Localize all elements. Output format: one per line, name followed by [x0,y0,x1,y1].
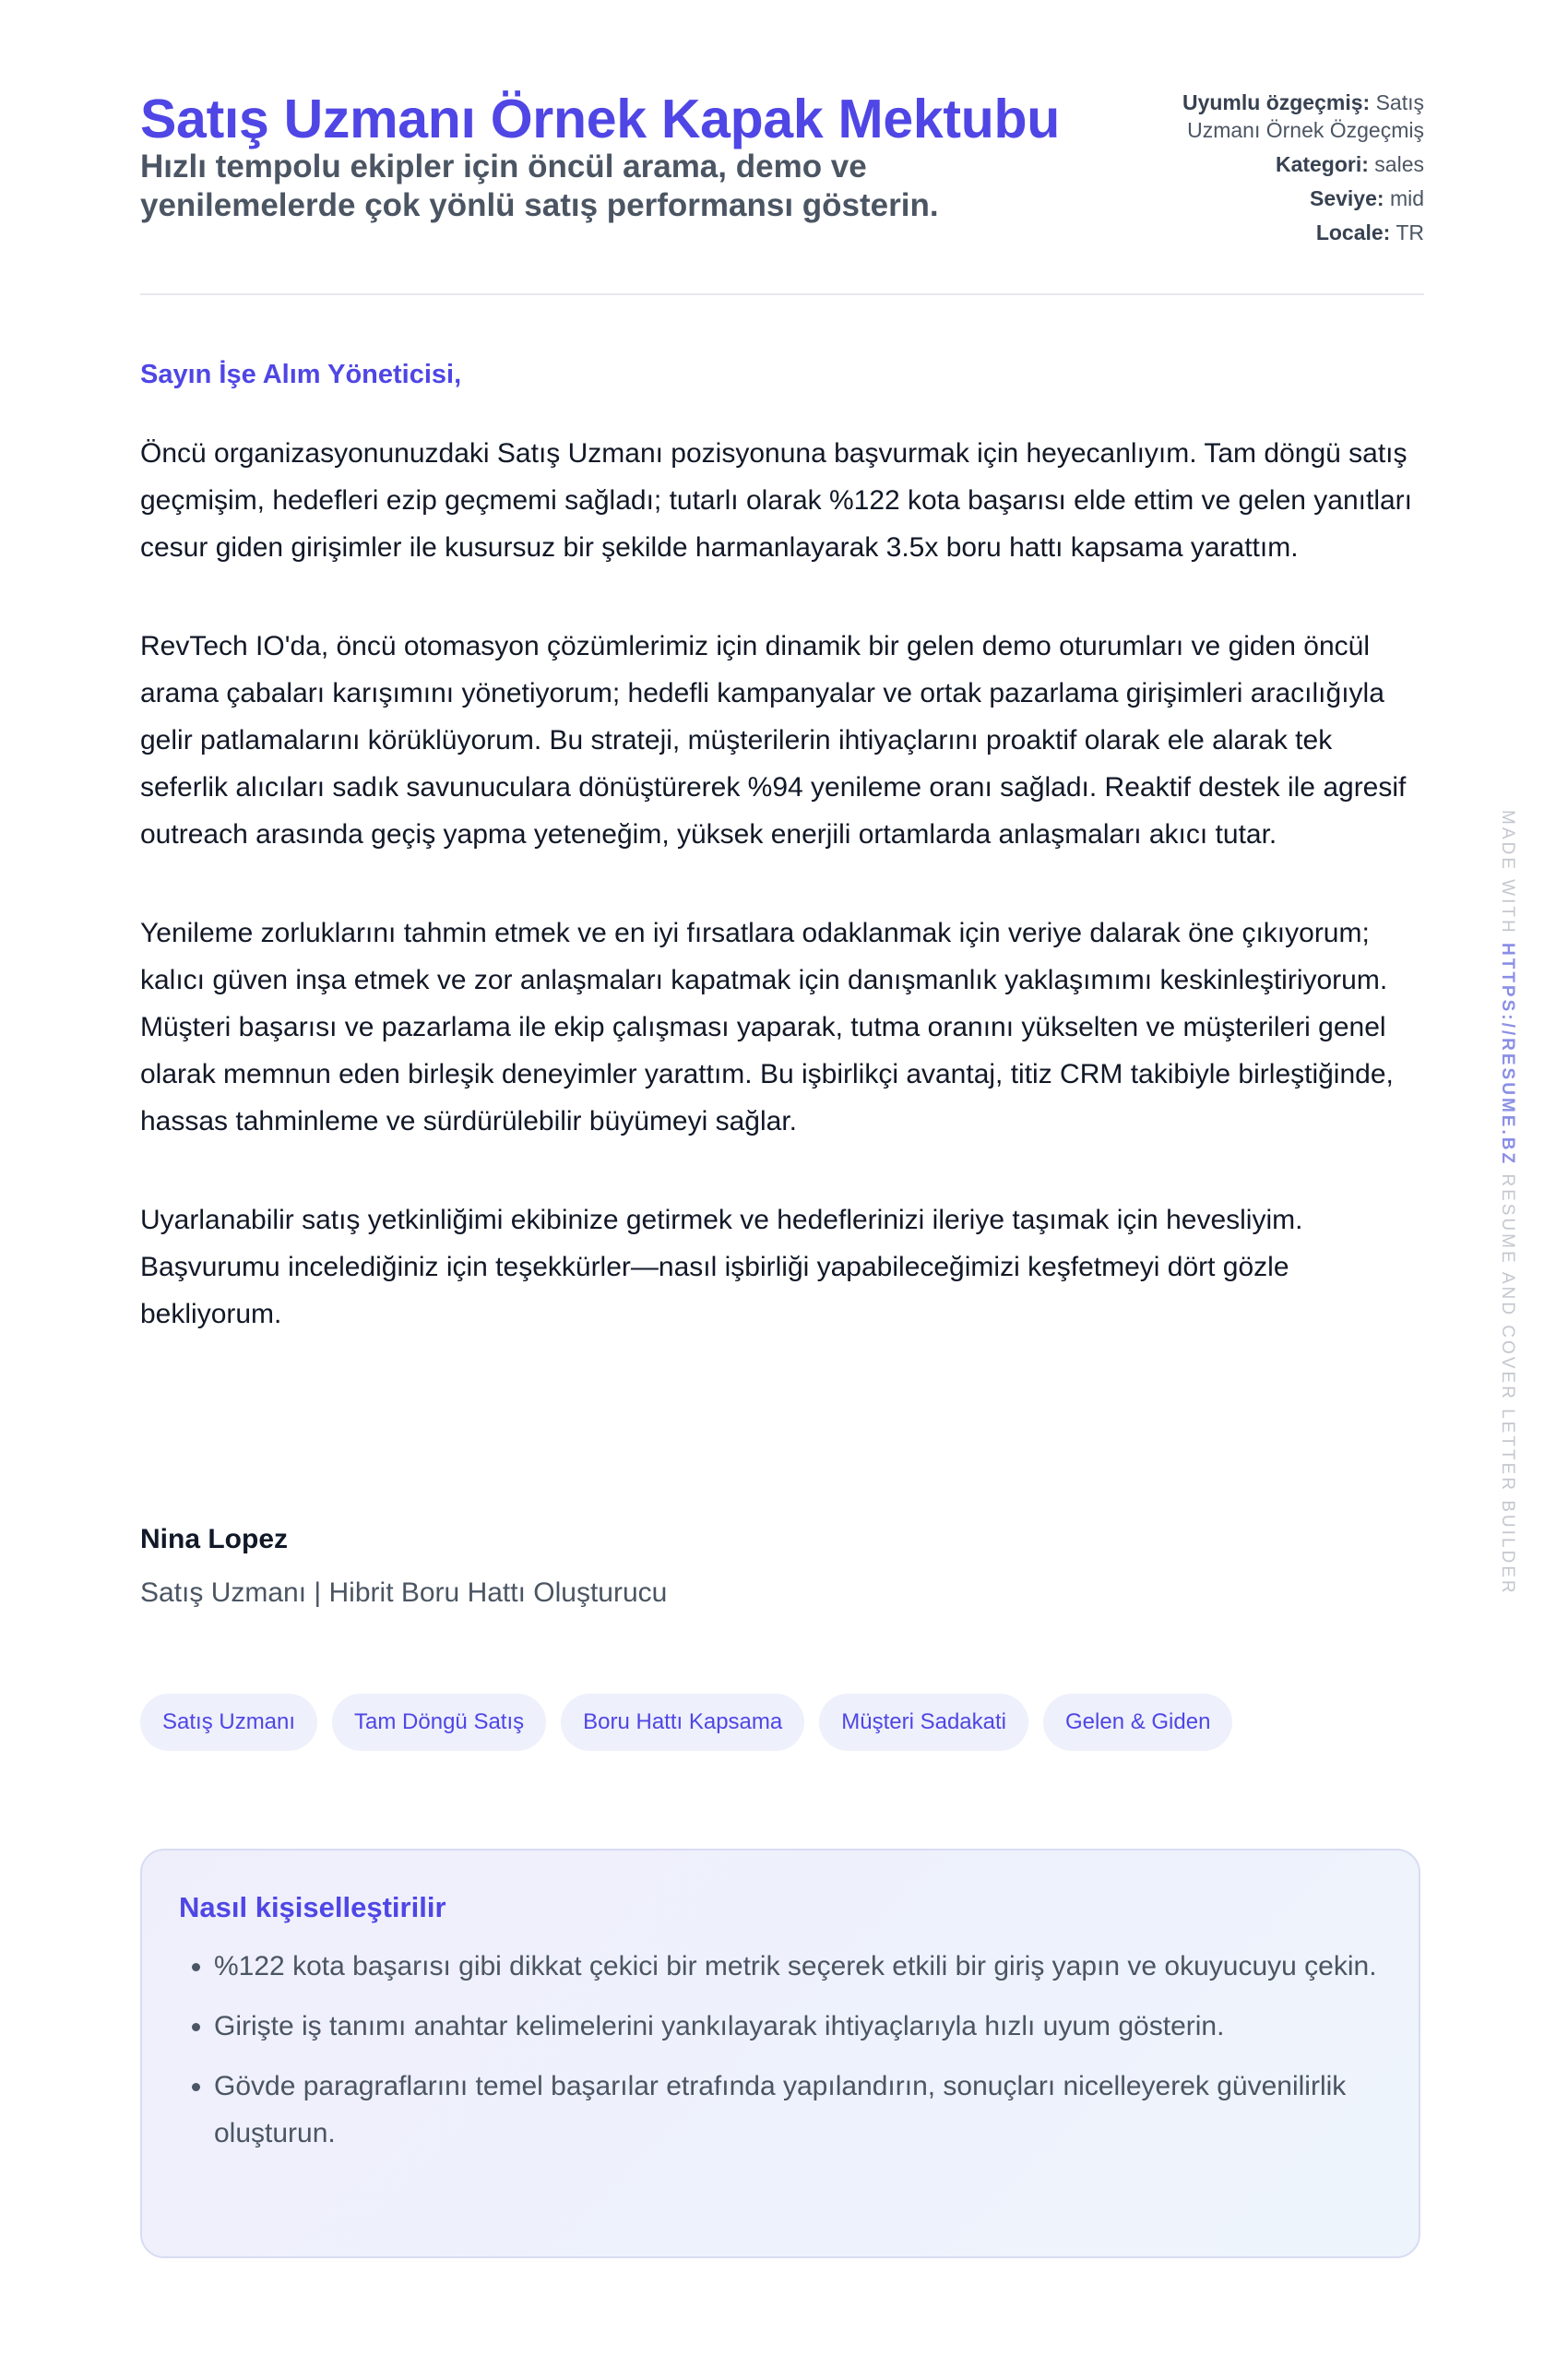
tag[interactable]: Müşteri Sadakati [819,1694,1028,1751]
letter-paragraph: RevTech IO'da, öncü otomasyon çözümlerimiz için dinamik bir gelen demo oturumları ve giden öncül arama çabaları karışımını yönetiyorum; hedefli kampanyalar ve ortak pazarlama girişimleri aracılığıyla gelir patlamalarını körüklüyorum. Bu strateji, müşterilerin ihtiyaçlarını proaktif olarak ele alarak tek seferlik alıcıları sadık savunuculara dönüştürerek %94 yenileme oranı sağladı. Reaktif destek ile agresif outreach arasında geçiş yapma yeteneğim, yüksek enerjili ortamlarda anlaşmaları akıcı tutar. [140,631,1407,850]
letter-paragraph: Uyarlanabilir satış yetkinliğimi ekibinize getirmek ve hedeflerinizi ileriye taşımak için hevesliyim. Başvurumu incelediğiniz için teşekkürler—nasıl işbirliği yapabileceğimizi keşfetmeyi dört gözle bekliyorum. [140,1205,1303,1329]
cover-letter-page [140,0,1424,2148]
letter-body [140,430,1424,1389]
watermark [1497,810,1517,1596]
header [140,0,1424,295]
meta-resume [1129,89,1424,144]
tips-box [140,1849,1420,2258]
tag[interactable]: Boru Hattı Kapsama [561,1694,804,1751]
meta-panel [1129,89,1424,253]
salutation: Sayın İşe Alım Yöneticisi, [140,360,462,389]
meta-resume-value[interactable]: Satış Uzmanı Örnek Özgeçmiş [1187,90,1424,142]
meta-level [1129,184,1424,212]
meta-locale-label: Locale: [1315,220,1391,244]
tag-list [140,1694,1232,1751]
page-subtitle: Hızlı tempolu ekipler için öncül arama, demo ve yenilemelerde çok yönlü satış performansı gösterin. [140,149,939,223]
tip-item: • Girişte iş tanımı anahtar kelimelerini yankılayarak ihtiyaçlarıyla hızlı uyum gösterin. [214,2003,1382,2050]
meta-category-label: Kategori: [1275,152,1369,176]
watermark-prefix: MADE WITH [1498,810,1517,935]
meta-locale-value: TR [1396,220,1424,244]
tips-list [179,1943,1382,2157]
tip-item: • %122 kota başarısı gibi dikkat çekici bir metrik seçerek etkili bir giriş yapın ve okuyucuyu çekin. [214,1943,1382,1990]
tips-title: Nasıl kişiselleştirilir [179,1891,446,1923]
letter-paragraph: Yenileme zorluklarını tahmin etmek ve en iyi fırsatlara odaklanmak için veriye dalarak öne çıkıyorum; kalıcı güven inşa etmek ve zor anlaşmaları kapatmak için danışmanlık yaklaşımımı keskinleştiriyorum. Müşteri başarısı ve pazarlama ile ekip çalışması yaparak, tutma oranını yükselten ve müşterileri genel olarak memnun eden birleşik deneyimler yarattım. Bu işbirlikçi avantaj, titiz CRM takibiyle birleştiğinde, hassas tahminleme ve sürdürülebilir büyümeyi sağlar. [140,918,1394,1136]
meta-locale [1129,219,1424,246]
meta-level-label: Seviye: [1309,186,1384,210]
signature-role: Satış Uzmanı | Hibrit Boru Hattı Oluşturucu [140,1577,668,1608]
meta-level-value: mid [1389,186,1424,210]
page-title: Satış Uzmanı Örnek Kapak Mektubu [140,89,1060,149]
tag[interactable]: Satış Uzmanı [140,1694,317,1751]
meta-category [1129,150,1424,178]
meta-category-value: sales [1374,152,1424,176]
watermark-link[interactable]: HTTPS://RESUME.BZ [1498,943,1517,1167]
tag[interactable]: Tam Döngü Satış [332,1694,546,1751]
meta-resume-label: Uyumlu özgeçmiş: [1182,90,1371,114]
signature-name: Nina Lopez [140,1524,289,1554]
watermark-suffix: RESUME AND COVER LETTER BUILDER [1498,1173,1517,1596]
tip-item: • Gövde paragraflarını temel başarılar etrafında yapılandırın, sonuçları nicelleyerek güvenilirlik oluşturun. [214,2063,1382,2157]
tag[interactable]: Gelen & Giden [1043,1694,1232,1751]
letter-paragraph: Öncü organizasyonunuzdaki Satış Uzmanı pozisyonuna başvurmak için heyecanlıyım. Tam döngü satış geçmişim, hedefleri ezip geçmemi sağladı; tutarlı olarak %122 kota başarısı elde ettim ve gelen yanıtları cesur giden girişimler ile kusursuz bir şekilde harmanlayarak 3.5x boru hattı kapsama yarattım. [140,438,1413,563]
